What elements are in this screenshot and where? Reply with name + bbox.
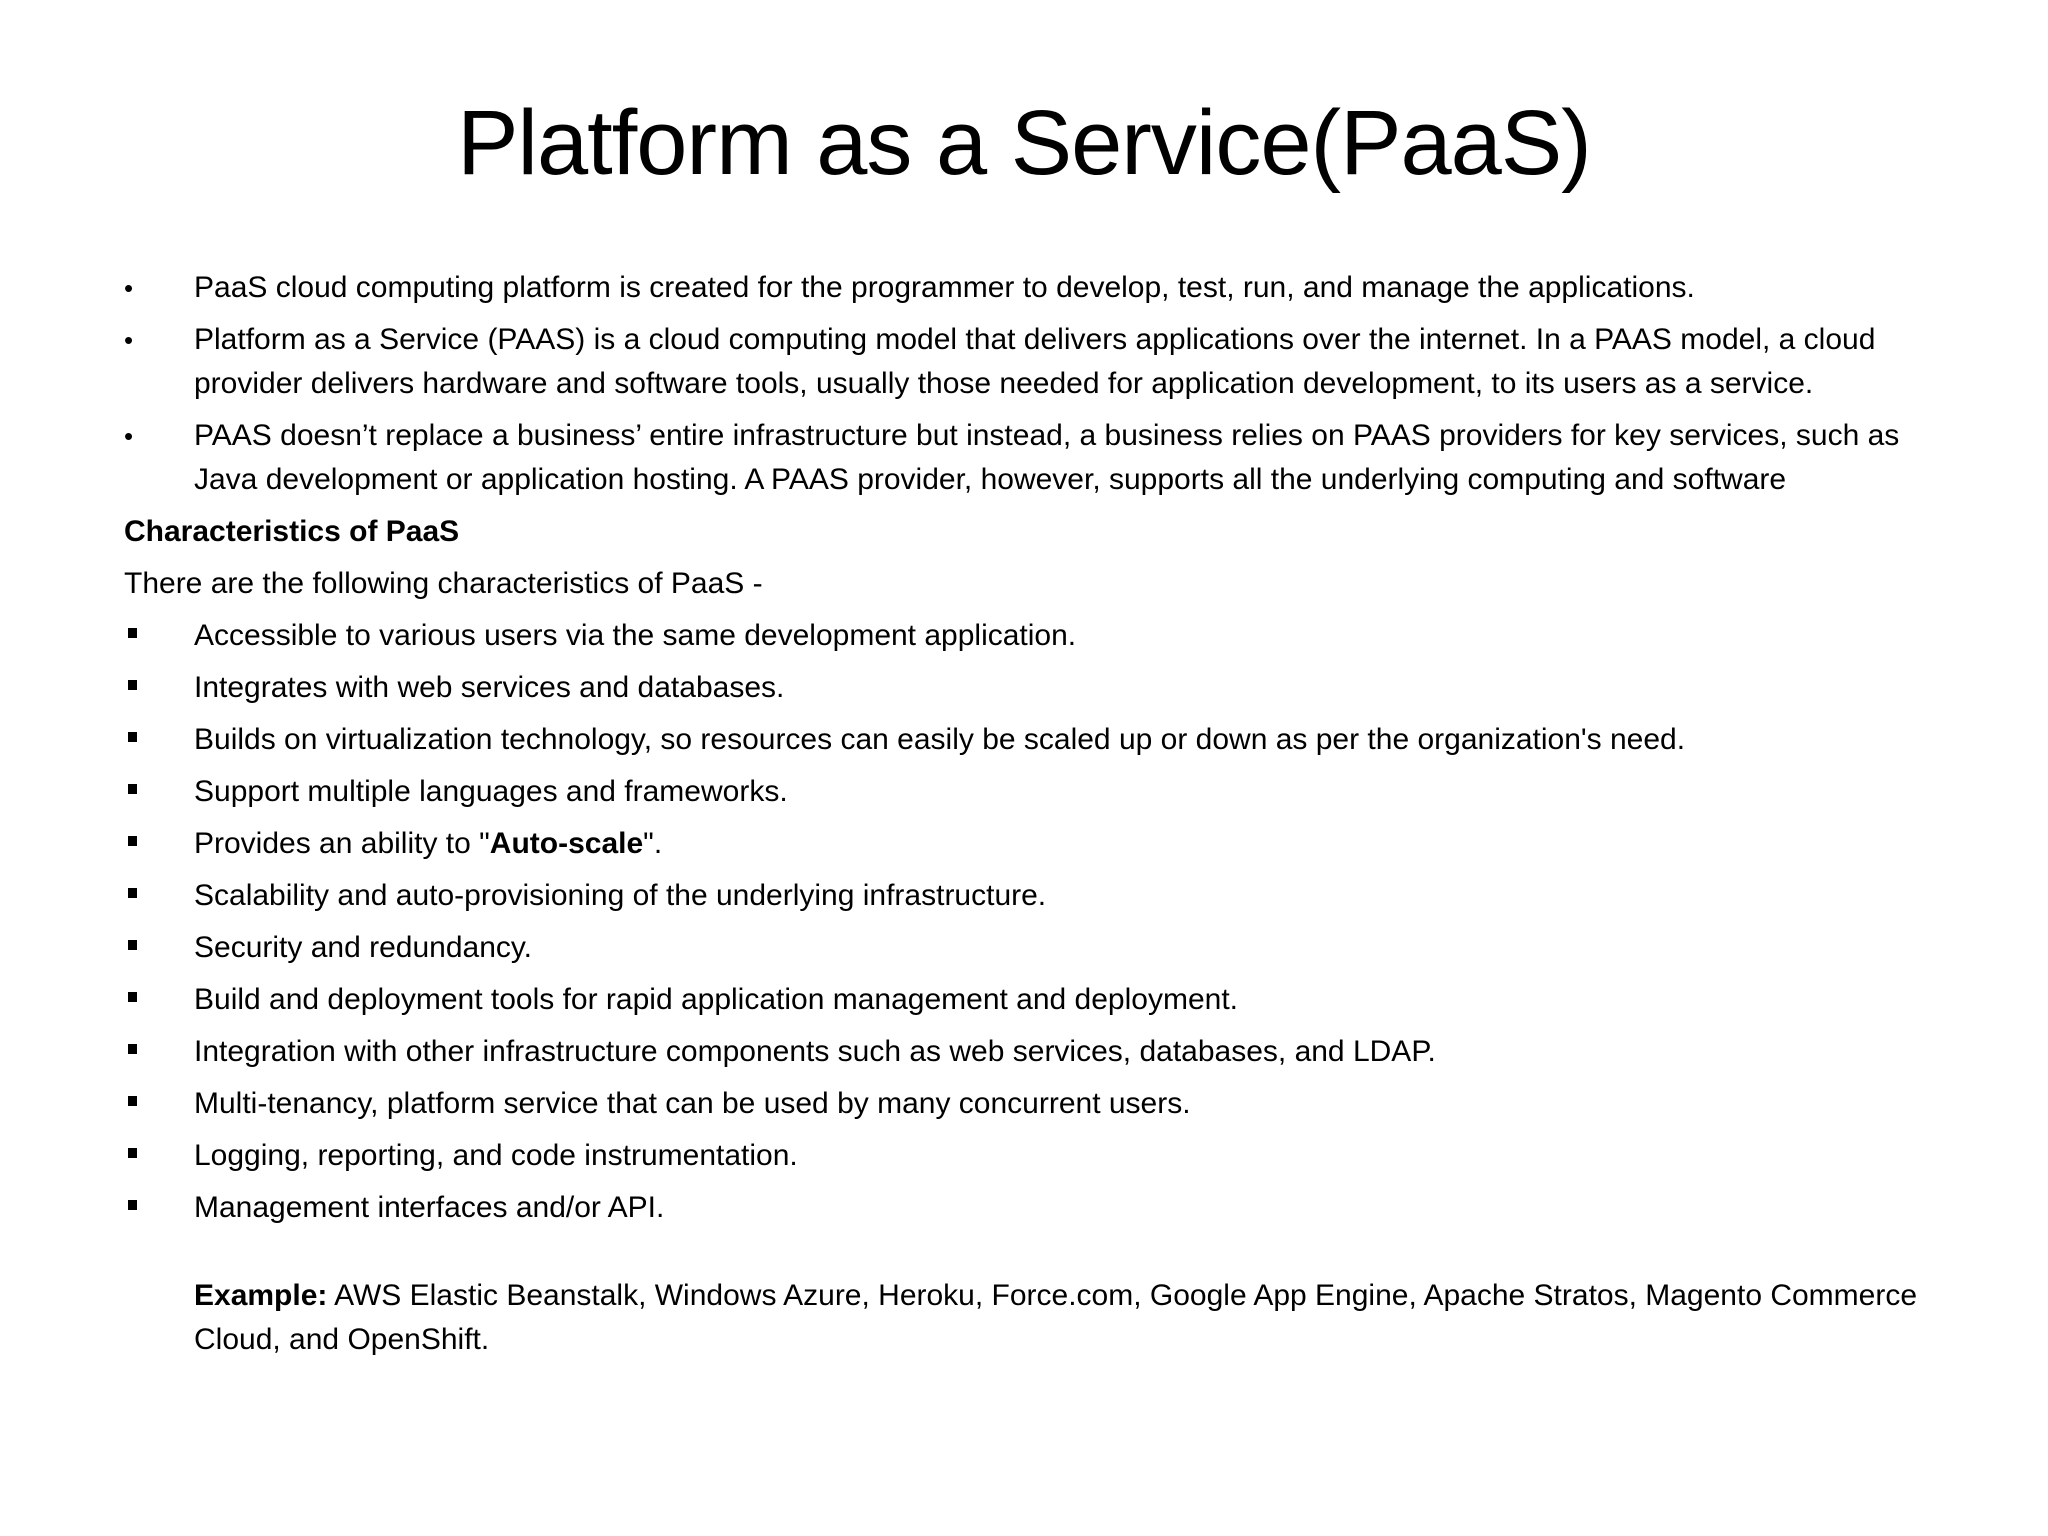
intro-bullet [124, 266, 1964, 310]
characteristic-item [124, 1082, 1964, 1126]
intro-bullet [124, 318, 1964, 406]
characteristic-text: Build and deployment tools for rapid application management and deployment. [194, 983, 1238, 1016]
characteristic-item [124, 1186, 1964, 1230]
autoscale-suffix: ". [643, 827, 663, 860]
bullet-dot-icon: • [124, 273, 134, 303]
characteristic-text: Integration with other infrastructure components such as web services, databases, and LDAP. [194, 1035, 1436, 1068]
example-paragraph [124, 1274, 1964, 1362]
characteristic-text: Support multiple languages and frameworks. [194, 775, 788, 808]
characteristic-item [124, 1134, 1964, 1178]
bullet-text: PAAS doesn’t replace a business’ entire infrastructure but instead, a business relies on PAAS providers for key services, such as Java development or application hosting. A PAAS provider, however, supports all the underlying computing and software [194, 419, 1900, 496]
example-text: AWS Elastic Beanstalk, Windows Azure, Heroku, Force.com, Google App Engine, Apache Stratos, Magento Commerce Cloud, and OpenShift. [194, 1279, 1918, 1356]
bullet-text: PaaS cloud computing platform is created for the programmer to develop, test, run, and manage the applications. [194, 271, 1695, 304]
characteristic-item [124, 666, 1964, 710]
characteristics-heading: Characteristics of PaaS [124, 515, 460, 548]
characteristic-text: Management interfaces and/or API. [194, 1191, 665, 1224]
bullet-dot-icon: • [124, 325, 134, 355]
characteristic-item [124, 614, 1964, 658]
characteristic-text: Security and redundancy. [194, 931, 532, 964]
slide-content [124, 266, 1964, 1362]
characteristic-text: Multi-tenancy, platform service that can be used by many concurrent users. [194, 1087, 1191, 1120]
characteristic-item [124, 874, 1964, 918]
characteristic-text: Scalability and auto-provisioning of the underlying infrastructure. [194, 879, 1047, 912]
autoscale-prefix: Provides an ability to " [194, 827, 490, 860]
characteristics-intro: There are the following characteristics of PaaS - [124, 567, 763, 600]
characteristic-item [124, 926, 1964, 970]
characteristic-text: Builds on virtualization technology, so resources can easily be scaled up or down as per the organization's need. [194, 723, 1686, 756]
characteristic-item [124, 1030, 1964, 1074]
intro-bullet [124, 414, 1964, 502]
bullet-text: Platform as a Service (PAAS) is a cloud computing model that delivers applications over the internet. In a PAAS model, a cloud provider delivers hardware and software tools, usually those needed for application development, to its users as a service. [194, 323, 1876, 400]
characteristic-item [124, 718, 1964, 762]
bullet-dot-icon: • [124, 421, 134, 451]
characteristic-item [124, 978, 1964, 1022]
example-label: Example: [194, 1279, 328, 1312]
characteristic-item [124, 770, 1964, 814]
characteristic-text: Logging, reporting, and code instrumentation. [194, 1139, 798, 1172]
autoscale-bold: Auto-scale [489, 827, 644, 860]
characteristic-text: Accessible to various users via the same development application. [194, 619, 1077, 652]
characteristic-item-autoscale [124, 822, 1964, 866]
characteristic-text: Integrates with web services and databases. [194, 671, 785, 704]
slide-title: Platform as a Service(PaaS) [457, 92, 1591, 194]
